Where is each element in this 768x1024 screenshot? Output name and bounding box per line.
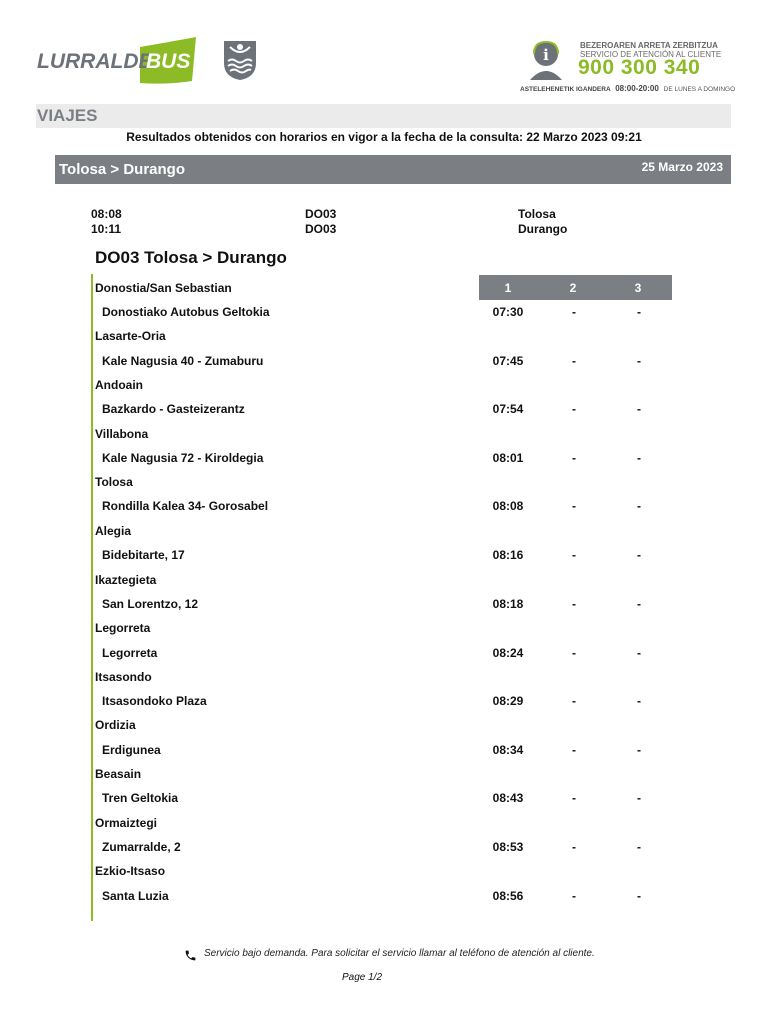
time-col-1: 08:24 [492, 646, 524, 660]
time-col-2: - [572, 840, 576, 854]
time-col-1: 07:30 [492, 305, 524, 319]
service-title-basque: BEZEROAREN ARRETA ZERBITZUA [580, 41, 718, 50]
time-col-3: - [637, 451, 641, 465]
time-col-2: - [572, 548, 576, 562]
stop-name: Bazkardo - Gasteizerantz [102, 402, 245, 416]
trip-arrival-time: 10:11 [91, 222, 122, 236]
customer-service-info-icon [526, 40, 566, 82]
time-col-2: - [572, 791, 576, 805]
time-col-1: 08:18 [492, 597, 524, 611]
trip-departure-time: 08:08 [91, 207, 122, 221]
time-col-1: 08:56 [492, 889, 524, 903]
time-col-3: - [637, 791, 641, 805]
stop-name: Zumarralde, 2 [102, 840, 181, 854]
svg-text:BUS: BUS [146, 50, 191, 73]
basque-government-emblem-icon [222, 39, 258, 81]
trip-arrival-line: DO03 [305, 222, 337, 236]
stop-name: Tren Geltokia [102, 791, 179, 805]
phone-icon [184, 949, 197, 962]
time-col-2: - [572, 743, 576, 757]
lurraldebus-logo [36, 35, 198, 85]
time-col-1: 08:16 [492, 548, 524, 562]
trip-departure-line: DO03 [305, 207, 337, 221]
route-date: 25 Marzo 2023 [641, 160, 723, 174]
timetable-title: DO03 Tolosa > Durango [95, 248, 287, 267]
time-col-2: - [572, 305, 576, 319]
time-col-3: - [637, 889, 641, 903]
time-col-1: 07:45 [492, 354, 524, 368]
time-col-3: - [637, 305, 641, 319]
stop-name: San Lorentzo, 12 [102, 597, 199, 611]
time-col-2: - [572, 597, 576, 611]
time-col-1: 08:34 [492, 743, 524, 757]
time-col-3: - [637, 694, 641, 708]
route-bar [55, 155, 731, 184]
stop-name: Erdigunea [102, 743, 161, 757]
stop-name: Legorreta [102, 646, 158, 660]
time-col-2: - [572, 354, 576, 368]
town-name: Alegia [95, 524, 132, 538]
time-col-2: - [572, 646, 576, 660]
time-col-3: - [637, 499, 641, 513]
section-header-band [36, 104, 731, 128]
town-name: Legorreta [95, 621, 151, 635]
stop-name: Itsasondoko Plaza [102, 694, 207, 708]
trip-arrival-place: Durango [518, 222, 568, 236]
stop-name: Donostiako Autobus Geltokia [102, 305, 270, 319]
stop-name: Kale Nagusia 72 - Kiroldegia [102, 451, 264, 465]
trip-departure-place: Tolosa [518, 207, 556, 221]
stop-name: Bidebitarte, 17 [102, 548, 185, 562]
town-name: Lasarte-Oria [95, 329, 166, 343]
route-title: Tolosa > Durango [59, 161, 185, 178]
town-name: Ordizia [95, 718, 136, 732]
on-demand-service-note: Servicio bajo demanda. Para solicitar el servicio llamar al teléfono de atención al cliente. [204, 948, 595, 959]
query-note: Resultados obtenidos con horarios en vigor a la fecha de la consulta: 22 Marzo 2023 09:21 [126, 130, 642, 144]
service-phone-number[interactable]: 900 300 340 [578, 56, 701, 79]
time-col-1: 08:29 [492, 694, 524, 708]
stop-name: Kale Nagusia 40 - Zumaburu [102, 354, 264, 368]
time-col-2: - [572, 499, 576, 513]
town-name: Beasain [95, 767, 142, 781]
svg-text:LURRALDE: LURRALDE [37, 50, 153, 73]
time-col-3: - [637, 548, 641, 562]
town-name: Ikaztegieta [95, 573, 157, 587]
stop-name: Rondilla Kalea 34- Gorosabel [102, 499, 269, 513]
svg-text:i: i [543, 46, 549, 64]
time-col-2: - [572, 694, 576, 708]
town-name: Andoain [95, 378, 143, 392]
column-header-1: 1 [504, 281, 512, 295]
time-col-3: - [637, 354, 641, 368]
time-col-3: - [637, 402, 641, 416]
time-col-2: - [572, 451, 576, 465]
customer-service-block [520, 38, 736, 96]
town-name: Ormaiztegi [95, 816, 158, 830]
time-col-1: 08:08 [492, 499, 524, 513]
section-title: VIAJES [37, 106, 98, 125]
time-col-3: - [637, 597, 641, 611]
town-name: Villabona [95, 427, 149, 441]
time-col-2: - [572, 889, 576, 903]
stop-name: Santa Luzia [102, 889, 169, 903]
service-hours-label: ASTELEHENETIK IGANDERA [520, 86, 611, 93]
town-name: Tolosa [95, 475, 133, 489]
town-name: Itsasondo [95, 670, 152, 684]
time-col-3: - [637, 646, 641, 660]
time-col-1: 08:01 [492, 451, 524, 465]
page-number: Page 1/2 [341, 972, 383, 983]
time-col-1: 07:54 [492, 402, 524, 416]
column-header-3: 3 [634, 281, 642, 295]
time-col-2: - [572, 402, 576, 416]
town-name: Donostia/San Sebastian [95, 281, 232, 295]
column-header-2: 2 [569, 281, 577, 295]
town-name: Ezkio-Itsaso [95, 864, 166, 878]
service-hours [520, 84, 735, 93]
timetable-green-rule [91, 274, 93, 921]
time-col-1: 08:53 [492, 840, 524, 854]
service-days: DE LUNES A DOMINGO [663, 86, 736, 93]
time-col-3: - [637, 743, 641, 757]
service-title-spanish: SERVICIO DE ATENCIÓN AL CLIENTE [580, 50, 722, 59]
time-col-3: - [637, 840, 641, 854]
service-hours-value: 08:00-20:00 [615, 84, 659, 93]
time-col-1: 08:43 [492, 791, 524, 805]
